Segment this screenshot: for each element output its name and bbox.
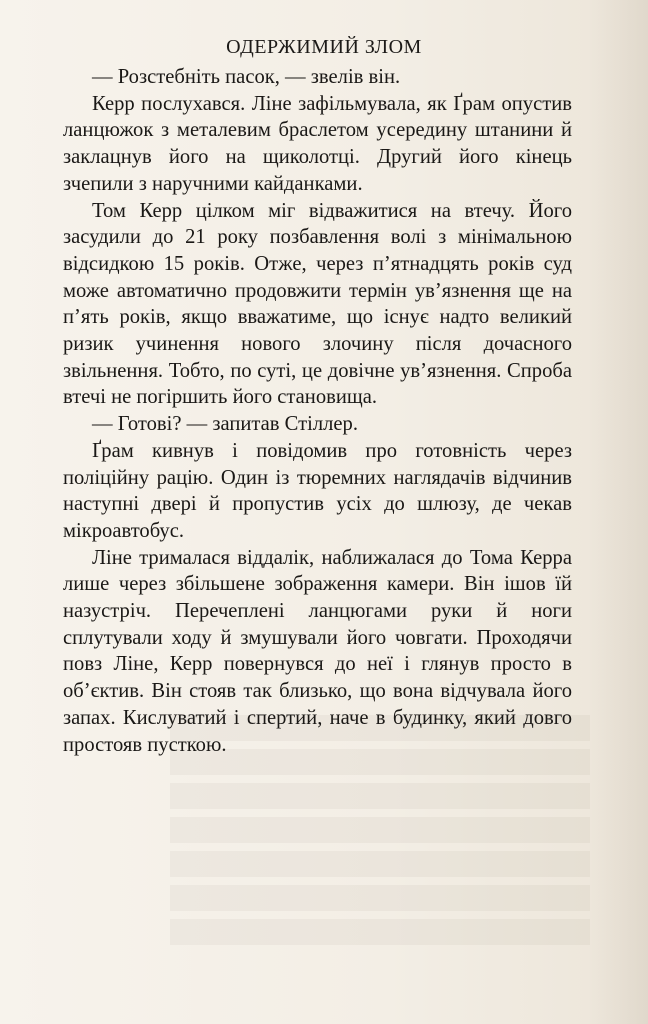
paragraph: — Готові? — запитав Стіллер.: [92, 413, 358, 436]
paragraph: Ліне трималася віддалік, наближалася до Тома Керра лише через збільшене зображення камери. Він ішов їй назустріч. Перечеплені ланцюгами руки й ноги сплутували ходу й змушували його човгати. Проходячи повз Ліне, Керр повернувся до неї і глянув просто в об’єктив. Він стояв так близько, що вона відчувала його запах. Кислуватий і спертий, наче в будинку, який довго простояв пусткою.: [63, 546, 572, 756]
running-head: ОДЕРЖИМИЙ ЗЛОМ: [226, 36, 422, 58]
body-text: [63, 64, 572, 758]
paragraph: Том Керр цілком міг відважитися на втечу. Його засудили до 21 року позбавлення волі з мінімальною відсидкою 15 років. Отже, через п’ятнадцять років суд може автоматично продовжити термін ув’язнення ще на п’ять років, якщо вважатиме, що існує надто великий ризик учинення нового злочину після дочасного звільнення. Тобто, по суті, це довічне ув’язнення. Спроба втечі не погіршить його становища.: [63, 199, 572, 409]
page-edge-shadow: [588, 0, 648, 1024]
paragraph: Керр послухався. Ліне зафільмувала, як Ґрам опустив ланцюжок з металевим браслетом усередину штанини й заклацнув його на щиколотці. Другий його кінець зчепили з наручними кайданками.: [63, 92, 572, 195]
paragraph: — Розстебніть пасок, — звелів він.: [92, 66, 401, 88]
paragraph: Ґрам кивнув і повідомив про готовність через поліційну рацію. Один із тюремних наглядачів відчинив наступні двері й пропустив усіх до шлюзу, де чекав мікроавтобус.: [63, 439, 572, 542]
